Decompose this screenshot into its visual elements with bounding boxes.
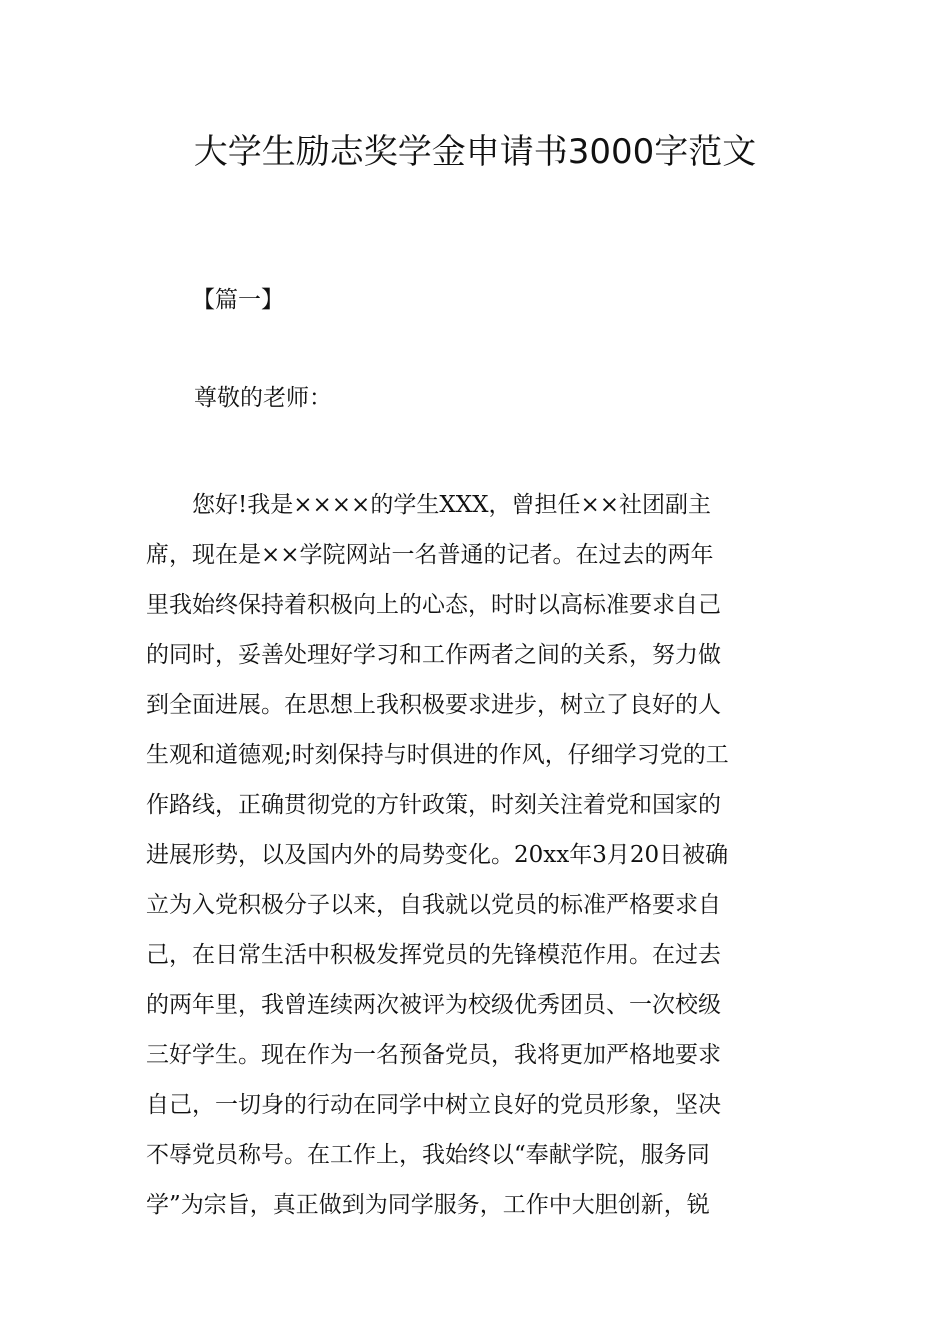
body-line: 席，现在是××学院网站一名普通的记者。在过去的两年 xyxy=(146,542,714,568)
salutation: 尊敬的老师： xyxy=(194,385,332,411)
body-line: 的两年里，我曾连续两次被评为校级优秀团员、一次校级 xyxy=(146,992,721,1018)
document-title: 大学生励志奖学金申请书3000字范文 xyxy=(193,132,757,172)
body-line: 里我始终保持着积极向上的心态，时时以高标准要求自己 xyxy=(146,592,721,618)
body-line: 进展形势，以及国内外的局势变化。20xx年3月20日被确 xyxy=(146,842,729,868)
body-line: 的同时，妥善处理好学习和工作两者之间的关系，努力做 xyxy=(146,642,721,668)
body-line: 立为入党积极分子以来，自我就以党员的标准严格要求自 xyxy=(146,892,721,918)
body-line: 到全面进展。在思想上我积极要求进步，树立了良好的人 xyxy=(146,692,721,718)
body-line: 不辱党员称号。在工作上，我始终以“奉献学院，服务同 xyxy=(146,1142,710,1168)
body-line: 己，在日常生活中积极发挥党员的先锋模范作用。在过去 xyxy=(146,942,721,968)
section-label: 【篇一】 xyxy=(192,287,284,313)
body-line: 生观和道德观;时刻保持与时俱进的作风，仔细学习党的工 xyxy=(146,742,729,768)
body-line: 学”为宗旨，真正做到为同学服务，工作中大胆创新，锐 xyxy=(146,1192,710,1218)
body-line: 自己，一切身的行动在同学中树立良好的党员形象，坚决 xyxy=(146,1092,721,1118)
body-line: 作路线，正确贯彻党的方针政策，时刻关注着党和国家的 xyxy=(146,792,721,818)
body-paragraph xyxy=(146,480,808,1230)
body-line: 三好学生。现在作为一名预备党员，我将更加严格地要求 xyxy=(146,1042,721,1068)
body-line: 您好!我是××××的学生XXX，曾担任××社团副主 xyxy=(146,492,711,518)
